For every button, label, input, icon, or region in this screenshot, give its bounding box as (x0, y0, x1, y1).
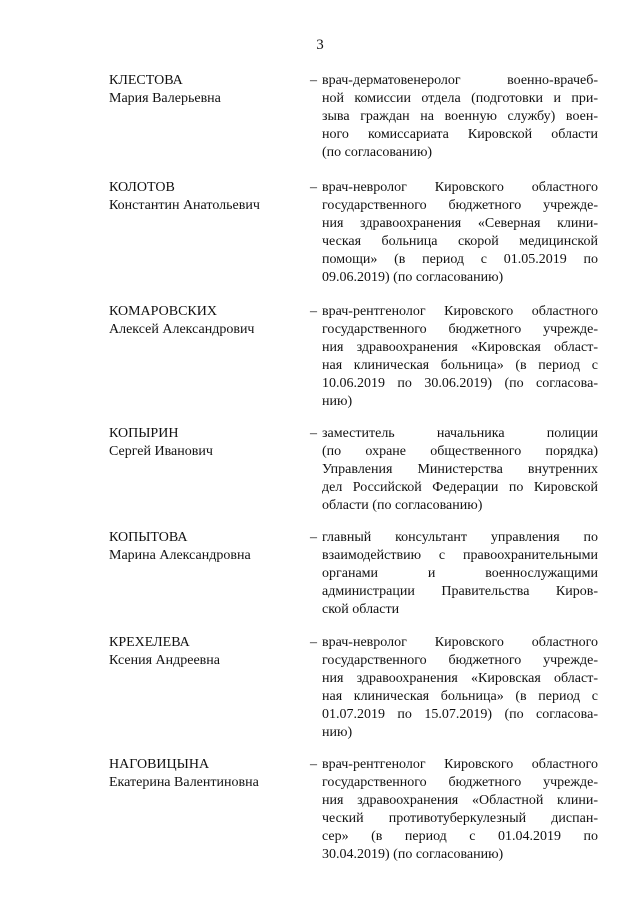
page-number: 3 (316, 37, 324, 53)
member-person (109, 634, 309, 670)
role-line: ческий противотуберкулезный диспан- (322, 811, 598, 826)
role-line: государственного бюджетного учрежде- (322, 198, 598, 213)
member-given-names: Сергей Иванович (109, 444, 213, 459)
role-line: нию) (322, 394, 353, 409)
role-line: органами и военнослужащими (322, 566, 598, 581)
member-person (109, 303, 309, 339)
role-line: заместитель начальника полиции (322, 426, 598, 441)
role-line: сер» (в период с 01.04.2019 по (322, 829, 598, 844)
role-line: ния здравоохранения «Кировская област- (322, 340, 598, 355)
member-person (109, 179, 309, 215)
role-line: области (по согласованию) (322, 498, 483, 513)
role-line: взаимодействию с правоохранительными (322, 548, 598, 563)
member-entry (0, 756, 640, 876)
member-given-names: Марина Александровна (109, 548, 251, 563)
role-line: главный консультант управления по (322, 530, 598, 545)
role-line: ния здравоохранения «Кировская област- (322, 671, 598, 686)
member-surname: НАГОВИЦЫНА (109, 757, 210, 772)
entry-dash: – (310, 304, 317, 319)
role-line: нию) (322, 725, 353, 740)
entry-dash: – (310, 530, 317, 545)
member-role (322, 425, 598, 515)
member-person (109, 756, 309, 792)
member-entry (0, 303, 640, 425)
member-person (109, 72, 309, 108)
member-surname: КОПЫРИН (109, 426, 179, 441)
member-role (322, 179, 598, 287)
role-line: врач-рентгенолог Кировского областного (322, 757, 598, 772)
member-surname: КРЕХЕЛЕВА (109, 635, 190, 650)
member-role (322, 72, 598, 162)
role-line: врач-невролог Кировского областного (322, 635, 598, 650)
role-line: зыва граждан на военную службу) воен- (322, 109, 598, 124)
member-surname: КОЛОТОВ (109, 180, 175, 195)
member-person (109, 529, 309, 565)
member-surname: КЛЕСТОВА (109, 73, 183, 88)
role-line: государственного бюджетного учрежде- (322, 322, 598, 337)
role-line: помощи» (в период с 01.05.2019 по (322, 252, 598, 267)
member-given-names: Константин Анатольевич (109, 198, 260, 213)
member-role (322, 529, 598, 619)
role-line: ной комиссии отдела (подготовки и при- (322, 91, 598, 106)
role-line: 10.06.2019 по 30.06.2019) (по согласова- (322, 376, 598, 391)
member-role (322, 303, 598, 411)
role-line: дел Российской Федерации по Кировской (322, 480, 598, 495)
entry-dash: – (310, 426, 317, 441)
role-line: (по согласованию) (322, 145, 433, 160)
entry-dash: – (310, 757, 317, 772)
role-line: 01.07.2019 по 15.07.2019) (по согласова- (322, 707, 598, 722)
member-role (322, 634, 598, 742)
role-line: государственного бюджетного учрежде- (322, 775, 598, 790)
member-given-names: Екатерина Валентиновна (109, 775, 259, 790)
member-surname: КОПЫТОВА (109, 530, 188, 545)
role-line: ная клиническая больница» (в период с (322, 358, 598, 373)
role-line: врач-невролог Кировского областного (322, 180, 598, 195)
role-line: (по охране общественного порядка) (322, 444, 598, 459)
entry-dash: – (310, 635, 317, 650)
member-role (322, 756, 598, 864)
member-given-names: Ксения Андреевна (109, 653, 220, 668)
member-entry (0, 529, 640, 634)
role-line: администрации Правительства Киров- (322, 584, 598, 599)
role-line: ная клиническая больница» (в период с (322, 689, 598, 704)
entry-dash: – (310, 180, 317, 195)
role-line: ния здравоохранения «Областной клини- (322, 793, 598, 808)
role-line: 09.06.2019) (по согласованию) (322, 270, 504, 285)
member-list (0, 72, 640, 876)
role-line: ния здравоохранения «Северная клини- (322, 216, 598, 231)
role-line: ской области (322, 602, 400, 617)
member-entry (0, 179, 640, 303)
member-surname: КОМАРОВСКИХ (109, 304, 217, 319)
role-line: государственного бюджетного учрежде- (322, 653, 598, 668)
role-line: врач-рентгенолог Кировского областного (322, 304, 598, 319)
role-line: ного комиссариата Кировской области (322, 127, 598, 142)
entry-dash: – (310, 73, 317, 88)
role-line: Управления Министерства внутренних (322, 462, 598, 477)
member-entry (0, 72, 640, 179)
member-entry (0, 634, 640, 756)
member-given-names: Алексей Александрович (109, 322, 255, 337)
role-line: ческая больница скорой медицинской (322, 234, 598, 249)
role-line: 30.04.2019) (по согласованию) (322, 847, 504, 862)
role-line: врач-дерматовенеролог военно-врачеб- (322, 73, 598, 88)
member-person (109, 425, 309, 461)
member-given-names: Мария Валерьевна (109, 91, 221, 106)
member-entry (0, 425, 640, 529)
